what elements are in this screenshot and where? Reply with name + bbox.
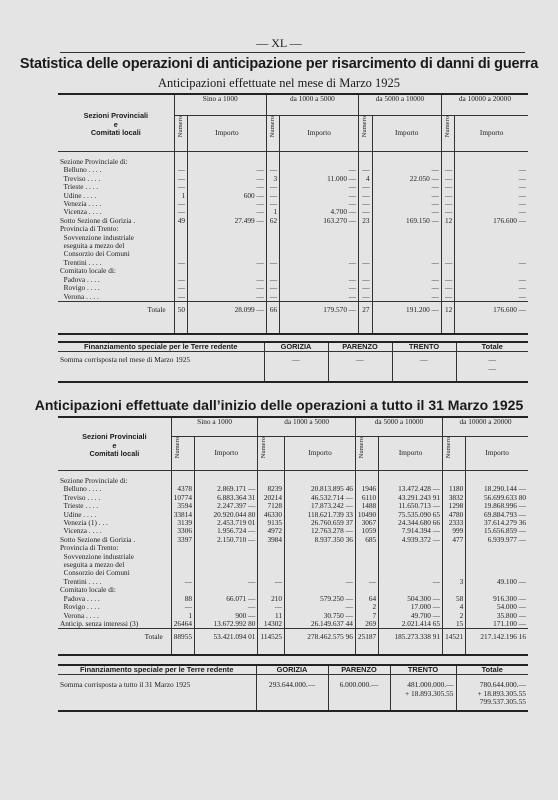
- importo-column: 13.472.428 — 43.291.243 91 11.650.713 — 75.535.090 65 24.344.680 66 7.914.394 — 4.939.372 — — 504.300 — 17.000 — 49.700 — 2.021.414 65: [379, 471, 443, 629]
- financing-header: Totale: [456, 665, 528, 675]
- row-labels: Sezione Provinciale di: Belluno . . . . Treviso . . . . Trieste . . . . Udine . . . . Venezia (1) . . . Vicenza . . . . Sotto Sezione di Gorizia . Provincia di Trento: Sovvenzione industriale eseguita a mezzo del Consorzio dei Comuni Trentini . . . . Comitato locale di: Padova . . . . Rovigo . . . . Verona . . . . Anticip. senza interessi (3): [60, 476, 139, 628]
- total-value: 114525: [258, 629, 285, 655]
- total-value: 66: [266, 301, 279, 334]
- range-header: da 1000 a 5000: [258, 417, 355, 437]
- range-header: da 5000 a 10000: [355, 417, 442, 437]
- range-header: da 10000 a 20000: [441, 94, 528, 116]
- total-value: 12: [441, 301, 454, 334]
- total-value: 191.200 —: [372, 301, 441, 334]
- numero-column: 4378 10774 3594 33814 3139 3306 3397 — 88 — 1 26464: [171, 471, 194, 629]
- cumulative-table: [58, 416, 528, 656]
- numero-column: 1180 3832 1298 4780 2333 999 477 3 58 4 2 15: [443, 471, 466, 629]
- numero-header: Numero: [443, 116, 451, 138]
- financing-value: 6.000.000.—: [328, 675, 390, 711]
- total-value: 176.600 —: [455, 301, 528, 334]
- financing-value: 780.644.000.— + 18.893.305.55 799.537.305.55: [456, 675, 528, 711]
- total-value: 179.570 —: [280, 301, 359, 334]
- numero-header: Numero: [173, 437, 181, 459]
- numero-header: Numero: [445, 437, 453, 459]
- numero-header: Numero: [176, 116, 184, 138]
- financing-header: GORIZIA: [256, 665, 328, 675]
- importo-column: — 22.050 — — — — — 169.150 — — — — —: [372, 152, 441, 302]
- importo-header: Importo: [372, 116, 441, 152]
- importo-header: Importo: [466, 437, 528, 471]
- importo-column: — — — 600 — — — 27.499 — — — — —: [188, 152, 267, 302]
- numero-column: — 4 — — — — 23 — — — —: [359, 152, 372, 302]
- total-value: 28.099 —: [188, 301, 267, 334]
- total-value: 88955: [171, 629, 194, 655]
- importo-column: 18.290.144 — 56.699.633 80 19.868.996 — 69.884.793 — 37.614.279 36 15.656.859 — 6.939.977 — 49.100 — 916.300 — 54.000 — 35.800 — 171.100 —: [466, 471, 528, 629]
- numero-column: — 3 — — — 1 62 — — — —: [266, 152, 279, 302]
- numero-header: Numero: [260, 437, 268, 459]
- numero-header: Numero: [268, 116, 276, 138]
- range-header: da 5000 a 10000: [359, 94, 442, 116]
- page-number: — XL —: [256, 36, 302, 50]
- range-header: da 10000 a 20000: [443, 417, 528, 437]
- page-title: Statistica delle operazioni di anticipazione per risarcimento di danni di guerra: [19, 56, 539, 72]
- importo-header: Importo: [379, 437, 443, 471]
- col-header-sections: Sezioni Provinciali e Comitati locali: [58, 94, 174, 152]
- financing-header: Finanziamento speciale per le Terre redente: [58, 665, 256, 675]
- financing-value: —: [392, 352, 456, 382]
- col-header-sections: Sezioni Provinciali e Comitati locali: [58, 417, 171, 471]
- range-header: Sino a 1000: [171, 417, 258, 437]
- financing-header: Totale: [456, 342, 528, 352]
- financing-row-label: Somma corrisposta a tutto il 31 Marzo 1925: [60, 680, 191, 690]
- numero-column: — — — 1 — — 49 — — — —: [174, 152, 187, 302]
- financing-value: — —: [456, 352, 528, 382]
- monthly-table: [58, 93, 528, 335]
- financing-row-label: Somma corrisposta nel mese di Marzo 1925: [60, 355, 191, 365]
- importo-column: 20.813.895 46 46.532.714 — 17.873.242 — 118.621.739 33 26.760.659 37 12.763.278 — 8.937.350 36 — 579.250 — — 30.750 — 26.149.637 44: [285, 471, 356, 629]
- range-header: da 1000 a 5000: [266, 94, 358, 116]
- range-header: Sino a 1000: [174, 94, 266, 116]
- total-label: Totale: [58, 629, 171, 655]
- row-labels: Sezione Provinciale di: Belluno . . . . Treviso . . . . Trieste . . . . Udine . . . . Venezia . . . . Vicenza . . . . Sotto Sezione di Gorizia . Provincia di Trento: Sovvenzione industriale eseguita a mezzo del Consorzio dei Comuni Trentini . . . . Comitato locale di: Padova . . . . Rovigo . . . . Verona . . . .: [60, 157, 136, 301]
- financing-table-cumulative: [58, 664, 528, 712]
- financing-header: TRENTO: [390, 665, 456, 675]
- financing-header: Finanziamento speciale per le Terre redente: [58, 342, 264, 352]
- importo-header: Importo: [280, 116, 359, 152]
- total-label: Totale: [58, 301, 174, 334]
- financing-value: —: [264, 352, 328, 382]
- financing-value: 293.644.000.—: [256, 675, 328, 711]
- importo-column: 2.869.171 — 6.883.364 31 2.247.397 — 20.920.044 80 2.453.719 01 1.956.724 — 2.150.710 — — 66.071 — — 900 — 13.672.992 80: [195, 471, 258, 629]
- financing-header: PARENZO: [328, 665, 390, 675]
- numero-column: 8239 20214 7128 46330 9135 4972 3984 — 210 — 11 14302: [258, 471, 285, 629]
- importo-column: — 11.000 — — — — 4.700 — 163.270 — — — — —: [280, 152, 359, 302]
- financing-header: GORIZIA: [264, 342, 328, 352]
- importo-column: — — — — — — 176.600 — — — — —: [455, 152, 528, 302]
- importo-header: Importo: [188, 116, 267, 152]
- financing-header: PARENZO: [328, 342, 392, 352]
- financing-table-month: [58, 341, 528, 383]
- divider: [60, 52, 525, 53]
- total-value: 27: [359, 301, 372, 334]
- financing-header: TRENTO: [392, 342, 456, 352]
- total-value: 50: [174, 301, 187, 334]
- total-value: 185.273.338 91: [379, 629, 443, 655]
- financing-value: 481.000.000.— + 18.893.305.55: [390, 675, 456, 711]
- section-title: Anticipazioni effettuate dall’inizio delle operazioni a tutto il 31 Marzo 1925: [34, 397, 524, 413]
- total-value: 53.421.094 01: [195, 629, 258, 655]
- numero-column: 1946 6110 1488 10490 3067 1059 685 — 64 2 7 269: [355, 471, 378, 629]
- total-value: 14521: [443, 629, 466, 655]
- page-subtitle: Anticipazioni effettuate nel mese di Marzo 1925: [157, 76, 401, 90]
- importo-header: Importo: [285, 437, 356, 471]
- numero-column: — — — — — — 12 — — — —: [441, 152, 454, 302]
- total-value: 217.142.196 16: [466, 629, 528, 655]
- total-value: 25187: [355, 629, 378, 655]
- financing-value: —: [328, 352, 392, 382]
- importo-header: Importo: [195, 437, 258, 471]
- total-value: 278.462.575 96: [285, 629, 356, 655]
- importo-header: Importo: [455, 116, 528, 152]
- numero-header: Numero: [357, 437, 365, 459]
- numero-header: Numero: [361, 116, 369, 138]
